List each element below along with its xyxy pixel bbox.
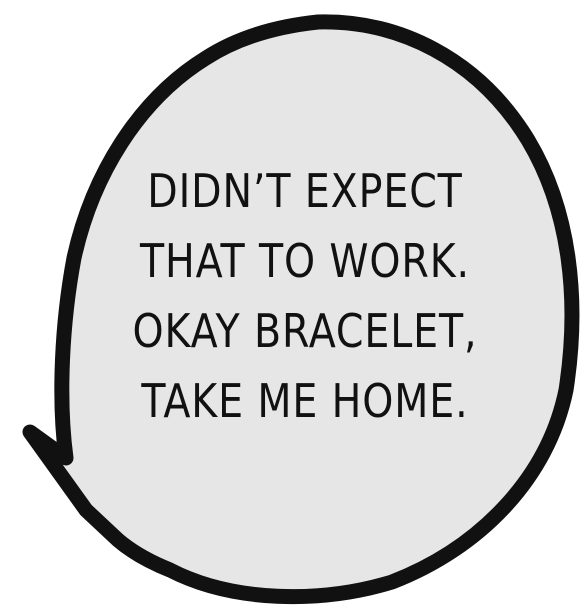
speech-line-2: THAT TO WORK. xyxy=(140,234,470,288)
speech-text xyxy=(124,156,485,436)
speech-line-4: TAKE ME HOME. xyxy=(141,374,469,428)
speech-line-3: OKAY BRACELET, xyxy=(132,304,478,358)
speech-line-1: DIDN’T EXPECT xyxy=(147,164,463,218)
